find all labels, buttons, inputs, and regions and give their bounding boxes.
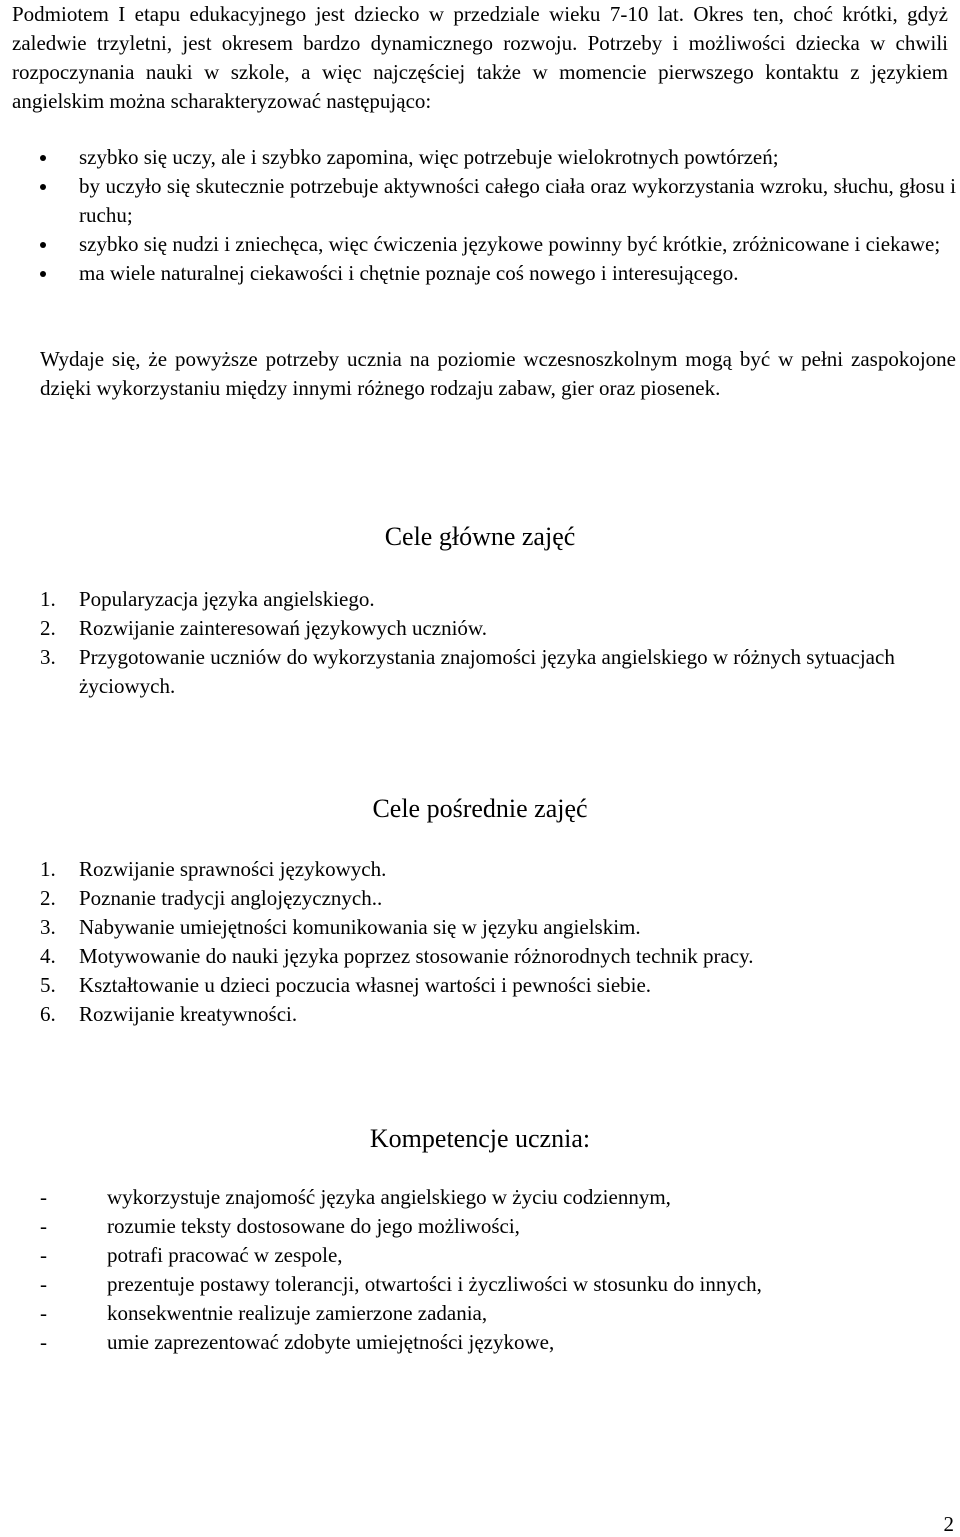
list-item: szybko się nudzi i zniechęca, więc ćwiczenia językowe powinny być krótkie, zróżnicowane i ciekawe;	[40, 230, 956, 259]
list-item	[40, 971, 956, 1000]
item-text: Rozwijanie sprawności językowych.	[79, 857, 387, 881]
dash-marker: -	[40, 1330, 47, 1354]
item-number: 2.	[40, 616, 56, 640]
intermediate-goals-heading: Cele pośrednie zajęć	[372, 794, 588, 823]
item-text: wykorzystuje znajomość języka angielskiego w życiu codziennym,	[107, 1185, 671, 1209]
item-text: Poznanie tradycji anglojęzycznych..	[79, 886, 383, 910]
item-text: Popularyzacja języka angielskiego.	[79, 587, 375, 611]
main-goals-list	[40, 585, 956, 701]
item-text: konsekwentnie realizuje zamierzone zadania,	[107, 1301, 488, 1325]
item-number: 1.	[40, 587, 56, 611]
competencies-list	[40, 1183, 956, 1357]
item-number: 1.	[40, 857, 56, 881]
list-item	[40, 942, 956, 971]
item-number: 4.	[40, 944, 56, 968]
list-item	[40, 614, 956, 643]
item-number: 5.	[40, 973, 56, 997]
dash-marker: -	[40, 1185, 47, 1209]
list-item	[40, 585, 956, 614]
list-item	[40, 1328, 956, 1357]
item-text: Przygotowanie uczniów do wykorzystania znajomości języka angielskiego w różnych sytuacjach życiowych.	[79, 645, 895, 698]
intro-paragraph: Podmiotem I etapu edukacyjnego jest dziecko w przedziale wieku 7-10 lat. Okres ten, choć krótki, gdyż zaledwie trzyletni, jest okresem bardzo dynamicznego rozwoju. Potrzeby i możliwości dziecka w chwili rozpoczynania nauki w szkole, a więc najczęściej także w momencie pierwszego kontaktu z językiem angielskim można scharakteryzować następująco:	[12, 2, 948, 113]
list-item	[40, 643, 956, 701]
item-text: prezentuje postawy tolerancji, otwartości i życzliwości w stosunku do innych,	[107, 1272, 762, 1296]
list-item	[40, 1000, 956, 1029]
list-item: by uczyło się skutecznie potrzebuje aktywności całego ciała oraz wykorzystania wzroku, słuchu, głosu i ruchu;	[40, 172, 956, 230]
summary-paragraph: Wydaje się, że powyższe potrzeby ucznia na poziomie wczesnoszkolnym mogą być w pełni zaspokojone dzięki wykorzystaniu między innymi różnego rodzaju zabaw, gier oraz piosenek.	[40, 347, 956, 400]
item-text: Motywowanie do nauki języka poprzez stosowanie różnorodnych technik pracy.	[79, 944, 754, 968]
dash-marker: -	[40, 1301, 47, 1325]
item-text: potrafi pracować w zespole,	[107, 1243, 343, 1267]
item-text: rozumie teksty dostosowane do jego możliwości,	[107, 1214, 520, 1238]
intermediate-goals-list	[40, 855, 956, 1029]
needs-bullet-list	[40, 143, 956, 288]
list-item	[40, 884, 956, 913]
list-item	[40, 1212, 956, 1241]
item-text: umie zaprezentować zdobyte umiejętności językowe,	[107, 1330, 555, 1354]
dash-marker: -	[40, 1272, 47, 1296]
item-text: Rozwijanie kreatywności.	[79, 1002, 298, 1026]
dash-marker: -	[40, 1214, 47, 1238]
list-item	[40, 855, 956, 884]
main-goals-heading: Cele główne zajęć	[384, 522, 576, 551]
competencies-heading: Kompetencje ucznia:	[369, 1124, 591, 1153]
list-item	[40, 1241, 956, 1270]
item-text: Rozwijanie zainteresowań językowych uczniów.	[79, 616, 487, 640]
item-number: 2.	[40, 886, 56, 910]
item-text: Nabywanie umiejętności komunikowania się w języku angielskim.	[79, 915, 641, 939]
list-item: ma wiele naturalnej ciekawości i chętnie poznaje coś nowego i interesującego.	[40, 259, 956, 288]
list-item	[40, 1270, 956, 1299]
list-item	[40, 1183, 956, 1212]
item-text: Kształtowanie u dzieci poczucia własnej wartości i pewności siebie.	[79, 973, 652, 997]
item-number: 3.	[40, 645, 56, 669]
list-item	[40, 913, 956, 942]
page-number: 2	[943, 1512, 954, 1536]
list-item: szybko się uczy, ale i szybko zapomina, więc potrzebuje wielokrotnych powtórzeń;	[40, 143, 956, 172]
list-item	[40, 1299, 956, 1328]
item-number: 3.	[40, 915, 56, 939]
item-number: 6.	[40, 1002, 56, 1026]
dash-marker: -	[40, 1243, 47, 1267]
